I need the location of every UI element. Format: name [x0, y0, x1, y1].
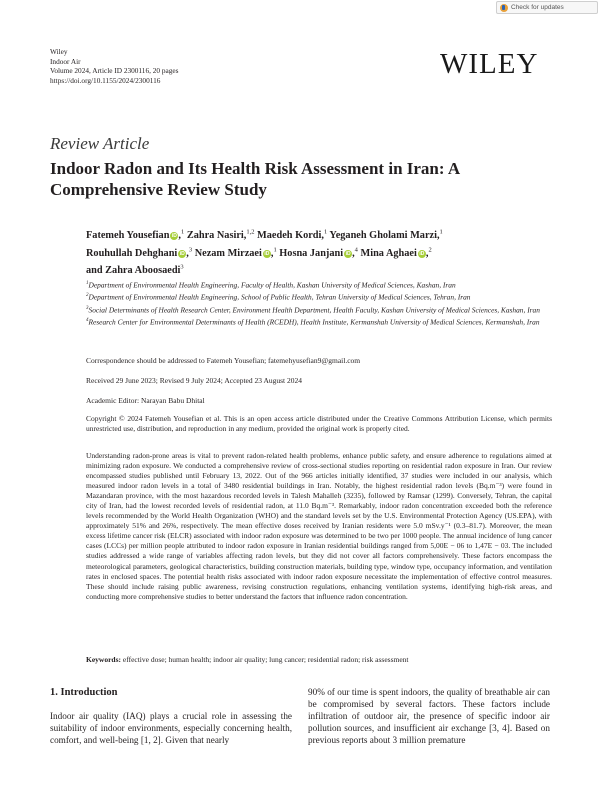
article-type: Review Article [50, 134, 150, 153]
body-column-right: 90% of our time is spent indoors, the quality of breathable air can be compromised by several factors. These factors include infiltration of outdoor air, the presence of specific indoor air pollution sources, and insufficient air exchange [3, 4]. Based on previous reports about 3 million premature [308, 687, 550, 745]
orcid-icon[interactable]: iD [419, 250, 425, 257]
keywords-text: effective dose; human health; indoor air quality; lung cancer; residential radon; risk assessment [122, 655, 409, 664]
keywords-label: Keywords: [86, 655, 121, 664]
check-for-updates-label: Check for updates [511, 4, 564, 11]
section-heading: 1. Introduction [50, 687, 118, 698]
journal-name: Indoor Air [50, 56, 81, 66]
orcid-icon[interactable]: iD [171, 233, 177, 240]
received-dates: Received 29 June 2023; Revised 9 July 2024; Accepted 23 August 2024 [86, 376, 303, 385]
publisher-name: Wiley [50, 47, 68, 56]
article-title: Indoor Radon and Its Health Risk Assessment in Iran: A Comprehensive Review Study [50, 159, 460, 199]
author[interactable]: Rouhullah Dehghani iD ,$^3$ [86, 246, 193, 259]
orcid-icon[interactable]: iD [264, 250, 270, 257]
journal-meta [50, 47, 179, 85]
author[interactable]: Hosna Janjani iD ,$^4$ [279, 246, 358, 259]
copyright-notice: Copyright © 2024 Fatemeh Yousefian et al. This is an open access article distributed under the Creative Commons Attribution License, which permits unrestricted use, distribution, and reproduction in any medium, provided the original work is properly cited. [86, 414, 552, 433]
doi-link[interactable]: https://doi.org/10.1155/2024/2300116 [50, 75, 161, 85]
author[interactable]: Fatemeh Yousefian iD ,$^1$ [86, 229, 185, 242]
affiliation: $^3$Social Determinants of Health Research Center, Environment Health Department, Health Faculty, Kashan University of Medical Sciences, Kashan, Iran [86, 305, 540, 315]
abstract: Understanding radon-prone areas is vital to prevent radon-related health problems, enhance public safety, and ensure adherence to regulations aimed at minimizing radon exposure. We conducted a comprehensive review of cross-sectional studies reporting on residential radon exposure in Iran. Our review encompassed studies published until February 13, 2022. Out of the 966 articles initially identified, 37 studies were included in our analysis, which measured indoor radon levels in a total of 3480 residential buildings in Iran. Notably, the highest residential radon levels (Bq.m⁻³) were found in Mazandaran province, with the most hazardous recorded levels in Talesh Mahalleh (3235), followed by Ramsar (1299). Conversely, Tehran, the capital city of Iran, had the lowest recorded levels of residential radon, at 11.0 Bq.m⁻³. Remarkably, indoor radon concentration exceeded both the reference levels recommended by the World Health Organization (WHO) and the standard levels set by the U.S. Environmental Protection Agency (US.EPA), with approximately 51% and 26%, respectively. The mean effective doses received by Iranian residents were 5.0 mSv.y⁻¹ (0.3–81.7). Moreover, the mean excess lifetime cancer risk (ELCR) associated with indoor radon exposure was determined to be two per 1000 people. The annual incidence of lung cancer cases (LCCs) per million people attributed to indoor radon exposure in Iranian residential buildings ranged from 5,00E − 06 to 1,47E − 03. The included studies addressed a wide range of variables affecting radon levels, but they did not cover all factors comprehensively. These factors encompass the meteorological parameters, geological characteristics, building construction materials, building type, window type, occupancy information, and ventilation rates in enclosed spaces. The potential health risks associated with indoor radon exposure necessitate the implementation of effective control measures. These should include raising public awareness, revising construction regulations, enhancing ventilation systems, identifying high-risk areas, and conducting more comprehensive studies to better understand the factors that influence radon concentration. [86, 451, 552, 601]
author[interactable]: Maedeh Kordi,$^1$ [257, 229, 328, 242]
affiliation: $^4$Research Center for Environmental Determinants of Health (RCEDH), Health Institute, Kermanshah University of Medical Sciences, Kermanshah, Iran [86, 317, 540, 327]
affiliation: $^2$Department of Environmental Health Engineering, School of Public Health, Tehran University of Medical Sciences, Tehran, Iran [86, 292, 471, 302]
check-for-updates-button[interactable] [496, 1, 598, 14]
author[interactable]: Nezam Mirzaei iD ,$^1$ [194, 246, 277, 259]
author[interactable]: Zahra Nasiri,$^{1,2}$ [186, 229, 255, 242]
author-list [86, 226, 556, 278]
orcid-icon[interactable]: iD [345, 250, 351, 257]
volume-info: Volume 2024, Article ID 2300116, 20 pages [50, 66, 179, 75]
academic-editor: Academic Editor: Narayan Babu Dhital [86, 396, 205, 405]
body-column-left: Indoor air quality (IAQ) plays a crucial role in assessing the suitability of indoor environments, especially concerning health, comfort, and well-being [1, 2]. Given that nearly [50, 711, 292, 745]
author[interactable]: and Zahra Aboosaedi$^3$ [86, 263, 184, 277]
keywords [86, 655, 552, 665]
author[interactable]: Mina Aghaei iD ,$^2$ [360, 246, 432, 259]
correspondence: Correspondence should be addressed to Fatemeh Yousefian; fatemehyusefian9@gmail.com [86, 356, 361, 365]
orcid-icon[interactable]: iD [179, 250, 185, 257]
affiliation: $^1$Department of Environmental Health Engineering, Faculty of Health, Kashan University of Medical Sciences, Kashan, Iran [86, 280, 456, 290]
affiliations [86, 279, 556, 329]
wiley-logo: WILEY [440, 48, 539, 80]
crossmark-icon [500, 4, 508, 12]
author[interactable]: Yeganeh Gholami Marzi,$^1$ [329, 229, 443, 242]
